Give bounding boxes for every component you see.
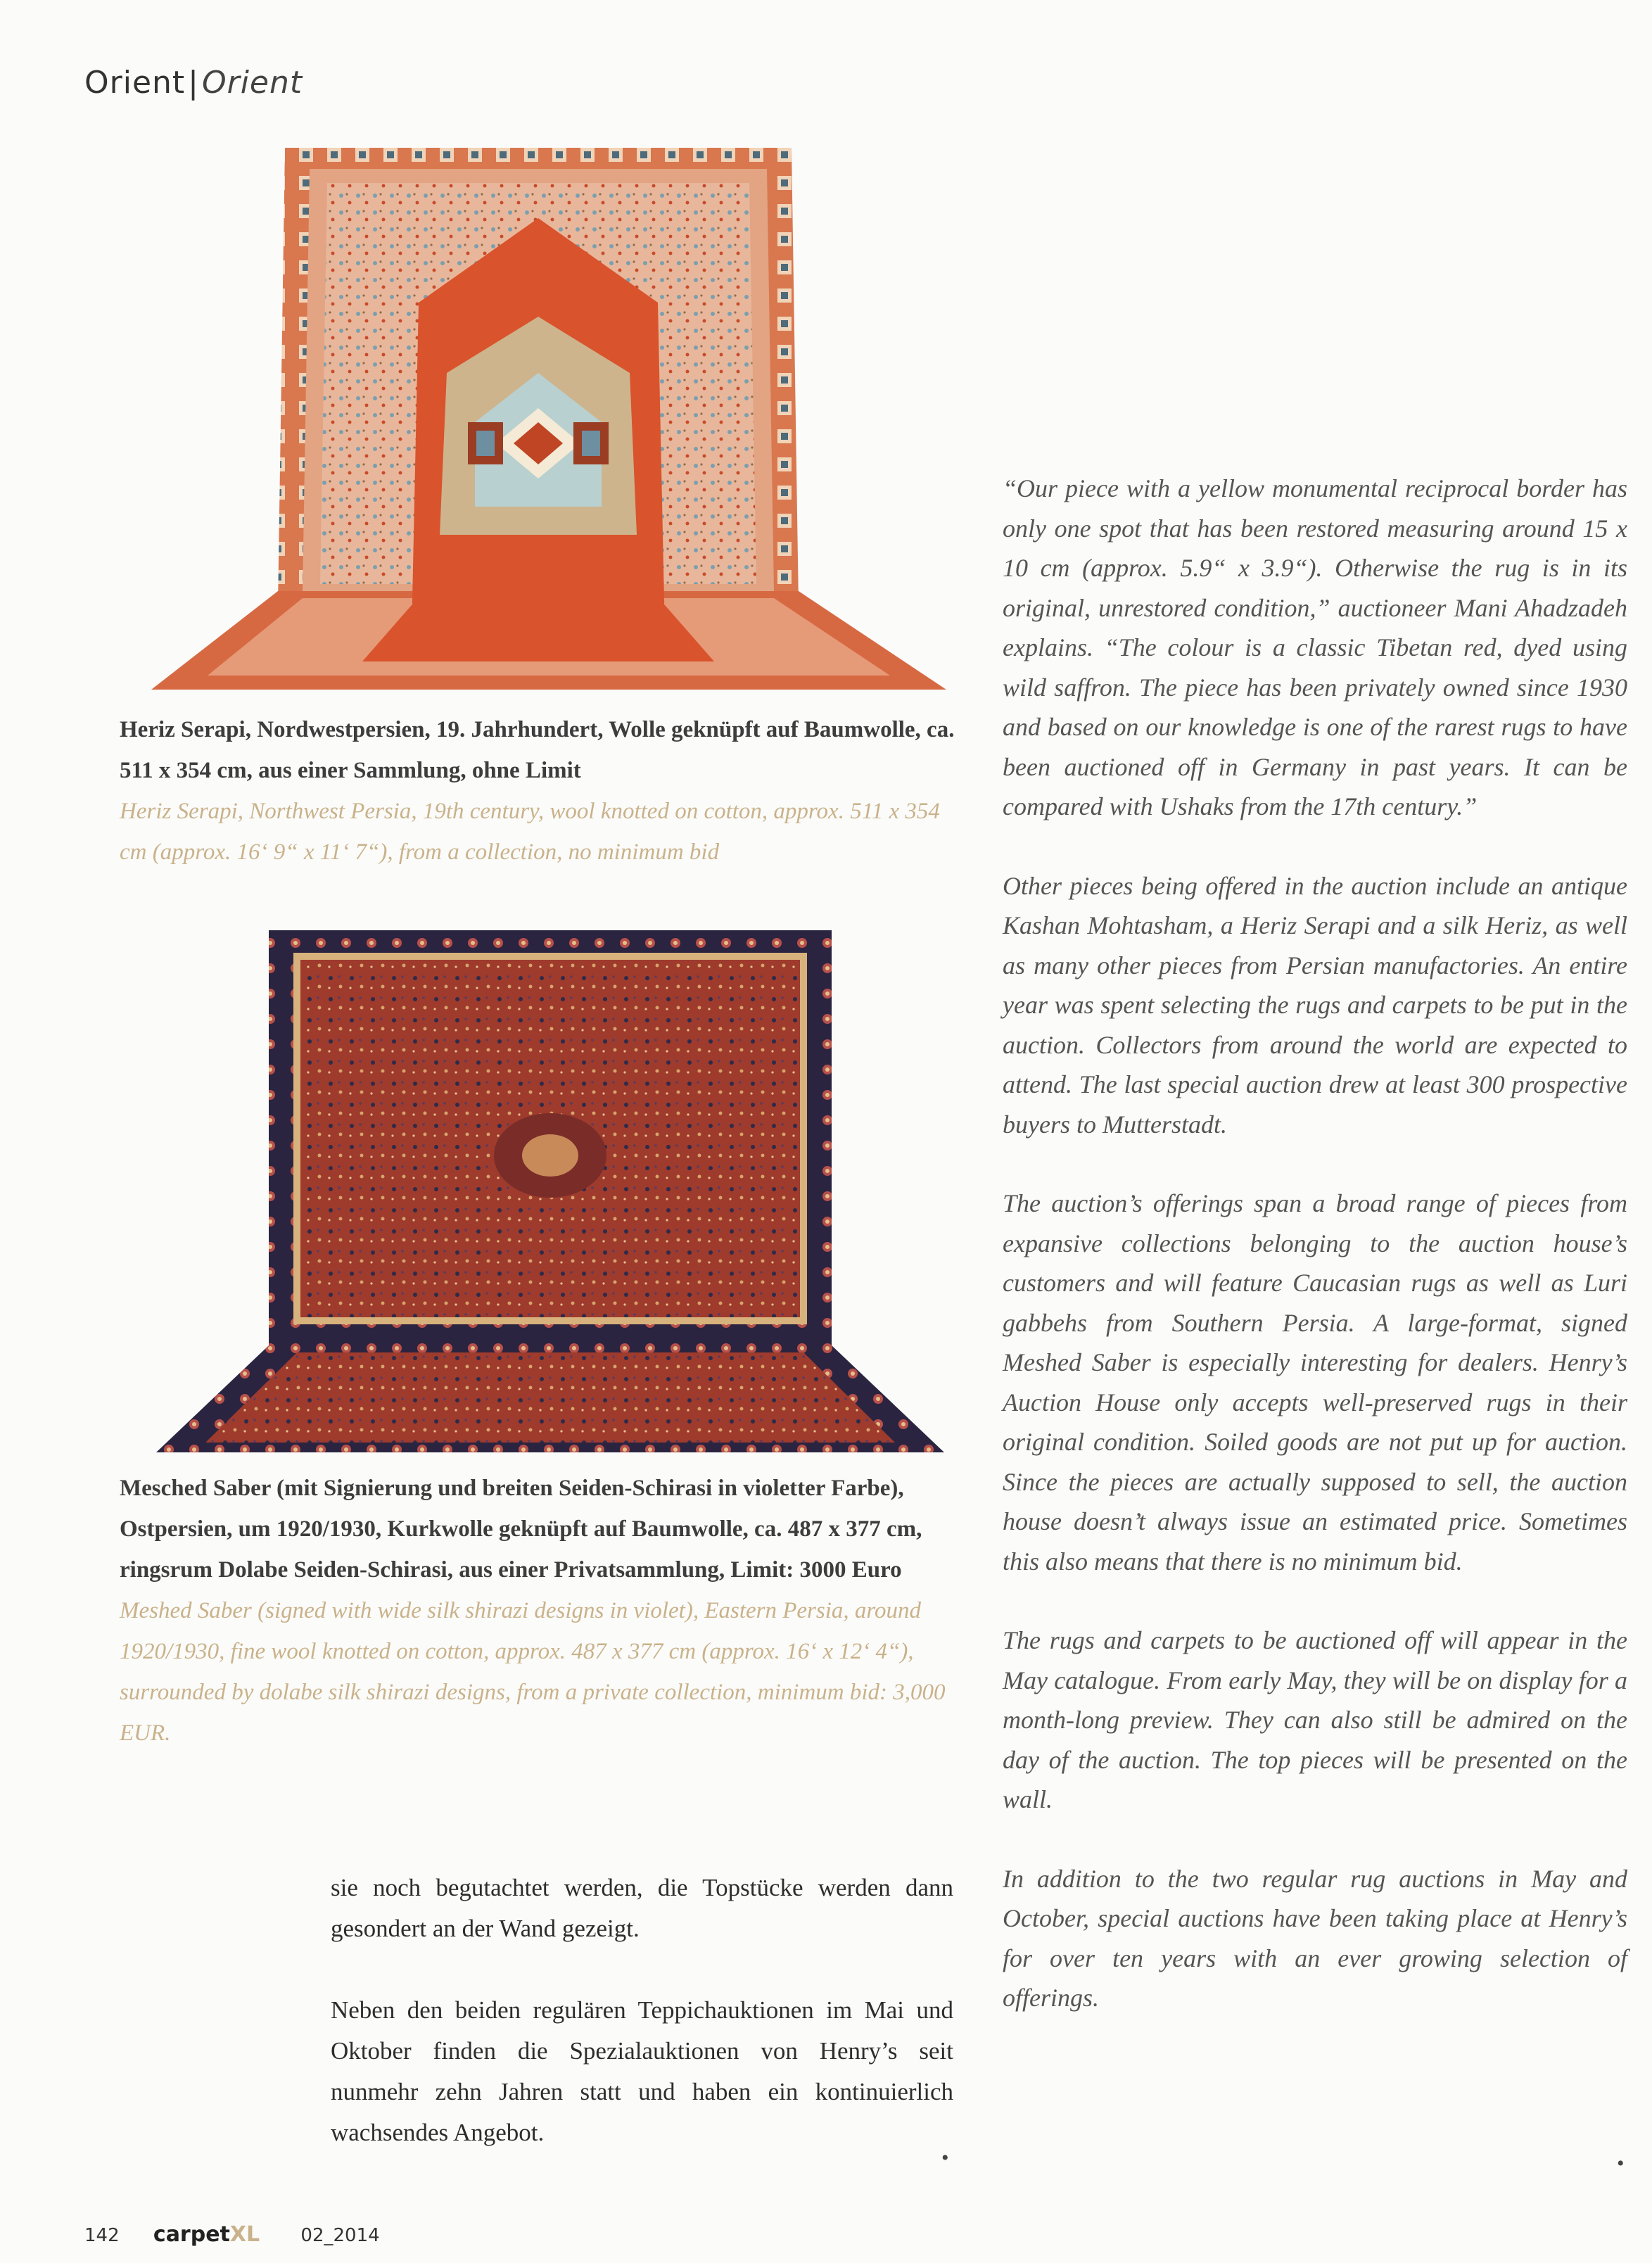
page-number: 142 [84, 2225, 120, 2246]
meshed-saber-rug-image [156, 930, 944, 1452]
section-label-en: Orient [201, 65, 303, 101]
section-label-de: Orient [84, 65, 186, 101]
logo-main: carpet [153, 2222, 230, 2247]
caption-de: Mesched Saber (mit Signierung und breiten Seiden-Schirasi in violetter Farbe), Ostpersien, um 1920/1930, Kurkwolle geknüpft auf Baumwolle, ca. 487 x 377 cm, ringsrum Dolabe Seiden-Schirasi, aus einer Privatsammlung, Limit: 3000 Euro [120, 1476, 922, 1583]
english-body-text [1003, 469, 1627, 2058]
german-body-text [331, 1868, 953, 2194]
english-paragraph: “Our piece with a yellow monumental reciprocal border has only one spot that has been restored measuring around 15 x 10 cm (approx. 5.9“ x 3.9“). Otherwise the rug is in its original, unrestored condition,” auctioneer Mani Ahadzadeh explains. “The colour is a classic Tibetan red, dyed using wild saffron. The piece has been privately owned since 1930 and based on our knowledge is one of the rarest rugs to have been auctioned off in Germany in past years. It can be compared with Ushaks from the 17th century.” [1003, 474, 1627, 820]
english-paragraph: The auction’s offerings span a broad range of pieces from expansive collections belonging to the auction house’s customers and will feature Caucasian rugs as well as Luri gabbehs from Southern Persia. A large-format, signed Meshed Saber is especially interesting for dealers. Henry’s Auction House only accepts well-preserved rugs in their original condition. Soiled goods are not put up for auction. Since the pieces are actually supposed to sell, the auction house doesn’t always issue an estimated price. Sometimes this also means that there is no minimum bid. [1003, 1189, 1627, 1576]
magazine-logo [153, 2222, 260, 2247]
english-end-mark: • [1617, 2152, 1625, 2175]
section-label [84, 65, 303, 101]
german-end-mark: • [941, 2146, 949, 2169]
english-paragraph: In addition to the two regular rug auctions in May and October, special auctions have been taking place at Henry’s for over ten years with an ever growing selection of offerings. [1003, 1864, 1627, 2012]
german-paragraph: Neben den beiden regulären Teppichauktionen im Mai und Oktober finden die Spezialauktionen von Henry’s seit nunmehr zehn Jahren statt und haben ein kontinuierlich wachsendes Angebot. [331, 1996, 953, 2146]
heriz-serapi-rug-image [151, 141, 946, 697]
caption-en: Meshed Saber (signed with wide silk shirazi designs in violet), Eastern Persia, around 1920/1930, fine wool knotted on cotton, approx. 487 x 377 cm (approx. 16‘ x 12‘ 4“), surrounded by dolabe silk shirazi designs, from a private collection, minimum bid: 3,000 EUR. [120, 1598, 946, 1746]
english-paragraph: The rugs and carpets to be auctioned off will appear in the May catalogue. From early May, they will be on display for a month-long preview. They can also still be admired on the day of the auction. The top pieces will be presented on the wall. [1003, 1626, 1627, 1813]
caption-de: Heriz Serapi, Nordwestpersien, 19. Jahrhundert, Wolle geknüpft auf Baumwolle, ca. 511 x 354 cm, aus einer Sammlung, ohne Limit [120, 717, 955, 783]
page-footer [84, 2222, 380, 2247]
german-paragraph: sie noch begutachtet werden, die Topstücke werden dann gesondert an der Wand gezeigt. [331, 1874, 953, 1942]
caption-heriz-serapi [120, 709, 971, 873]
caption-meshed-saber [120, 1468, 971, 1754]
issue-number: 02_2014 [300, 2225, 380, 2246]
logo-accent: XL [229, 2222, 260, 2247]
english-paragraph: Other pieces being offered in the auction include an antique Kashan Mohtasham, a Heriz Serapi and a silk Heriz, as well as many other pieces from Persian manufactories. An entire year was spent selecting the rugs and carpets to be put in the auction. Collectors from around the world are expected to attend. The last special auction drew at least 300 prospective buyers to Mutterstadt. [1003, 871, 1627, 1139]
section-label-separator: | [188, 65, 199, 101]
caption-en: Heriz Serapi, Northwest Persia, 19th century, wool knotted on cotton, approx. 511 x 354 cm (approx. 16‘ 9“ x 11‘ 7“), from a collection, no minimum bid [120, 799, 940, 865]
